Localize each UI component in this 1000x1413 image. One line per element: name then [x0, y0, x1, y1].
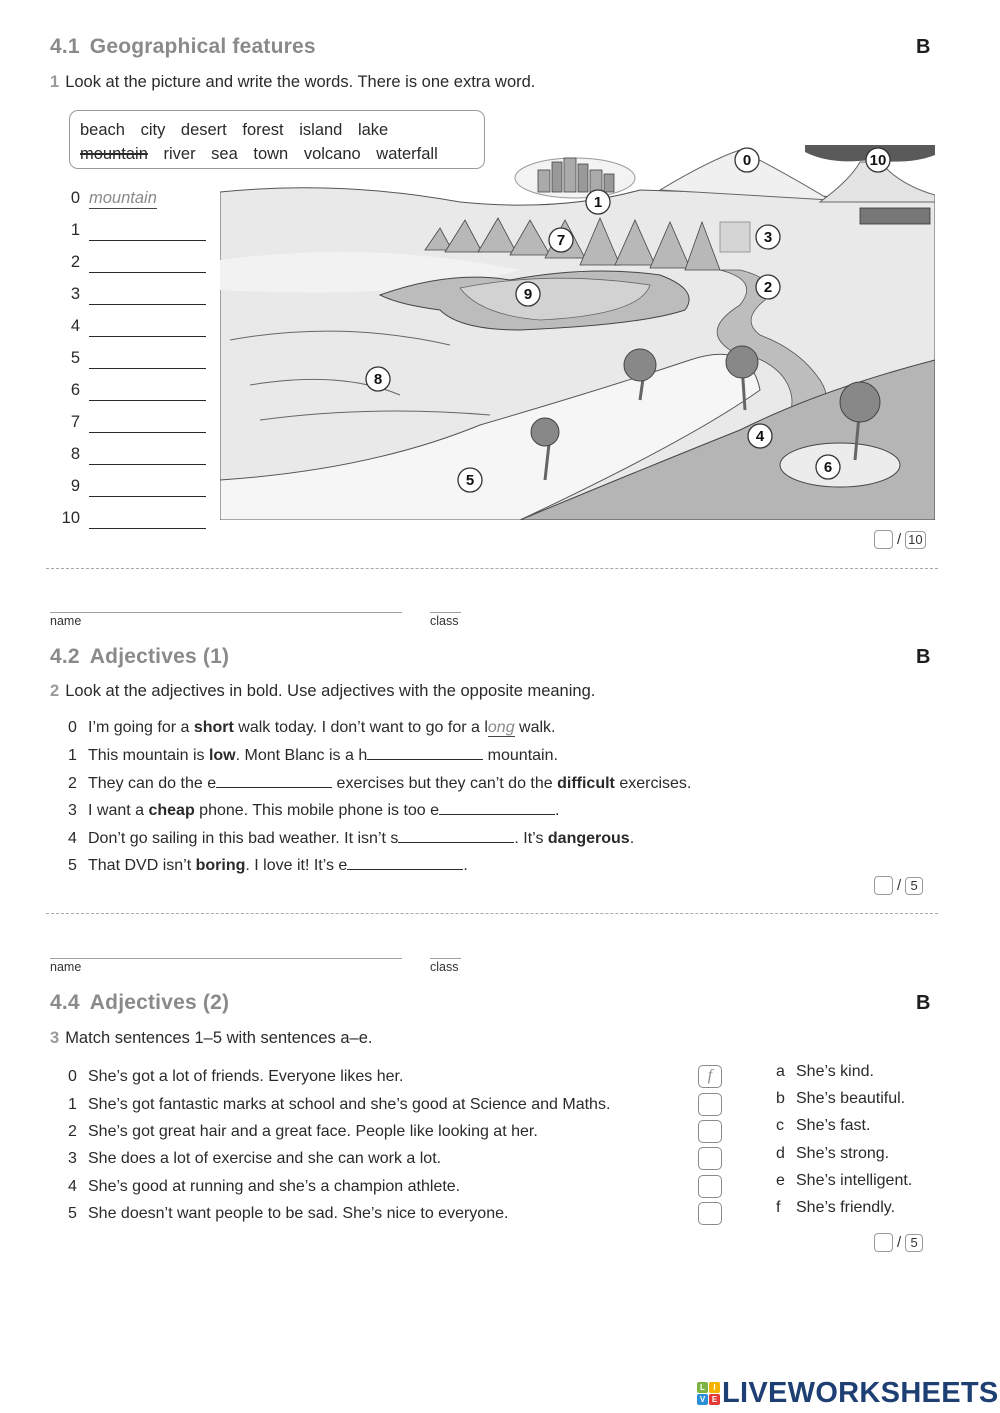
score-section-1: / 10	[874, 530, 926, 549]
label-9	[516, 282, 540, 306]
score-section-2: / 5	[874, 876, 923, 895]
sentence-1: 1 This mountain is low. Mont Blanc is a h mountain.	[68, 747, 558, 764]
answer-row-3[interactable]: 3	[58, 282, 218, 310]
word-beach: beach	[80, 121, 125, 139]
answer-row-1[interactable]: 1	[58, 218, 218, 246]
cut-line	[46, 568, 938, 569]
svg-text:3: 3	[763, 229, 773, 246]
answer-input-10[interactable]	[89, 528, 206, 529]
score-input[interactable]	[874, 530, 893, 549]
class-label: class	[430, 614, 459, 628]
answer-blank-2[interactable]	[216, 774, 332, 788]
level-badge: B	[916, 992, 931, 1014]
match-sentence-4: 4 She’s good at running and she’s a champion athlete.	[68, 1178, 461, 1195]
match-answer-2[interactable]	[698, 1120, 722, 1143]
cut-line	[46, 913, 938, 914]
sentence-5: 5 That DVD isn’t boring. I love it! It’s e .	[68, 857, 468, 874]
word-island: island	[299, 121, 343, 139]
liveworksheets-logo[interactable]	[697, 1377, 999, 1410]
label-2	[756, 275, 780, 299]
section-1-title: 4.1 Geographical features	[50, 35, 316, 58]
landscape-picture	[220, 140, 935, 520]
answer-row-9[interactable]: 9	[58, 474, 218, 502]
word-forest: forest	[242, 121, 284, 139]
example-answer: ong	[487, 719, 515, 736]
word-volcano: volcano	[303, 145, 361, 163]
label-10	[866, 148, 890, 172]
name-label: name	[50, 960, 82, 974]
answer-row-10[interactable]: 10	[58, 506, 218, 534]
logo-tiles-icon: L I V E	[697, 1382, 720, 1405]
word-town: town	[253, 145, 289, 163]
section-3-title: 4.4 Adjectives (2)	[50, 991, 230, 1014]
label-0	[735, 148, 759, 172]
word-waterfall: waterfall	[376, 145, 438, 163]
answer-input-3[interactable]	[89, 304, 206, 305]
word-sea: sea	[211, 145, 238, 163]
answer-input-5[interactable]	[89, 368, 206, 369]
option-a: a She’s kind.	[776, 1063, 874, 1080]
svg-text:5: 5	[465, 472, 475, 489]
sentence-3: 3 I want a cheap phone. This mobile phone is too e .	[68, 802, 560, 819]
svg-text:1: 1	[593, 194, 603, 211]
match-answer-0: f	[698, 1065, 722, 1088]
match-sentence-1: 1 She’s got fantastic marks at school and she’s good at Science and Maths.	[68, 1096, 611, 1113]
answer-row-8[interactable]: 8	[58, 442, 218, 470]
name-label: name	[50, 614, 82, 628]
answer-blank-1[interactable]	[367, 746, 483, 760]
instruction-2: 2 Look at the adjectives in bold. Use adjectives with the opposite meaning.	[50, 682, 596, 700]
word-desert: desert	[180, 121, 227, 139]
score-section-3: / 5	[874, 1233, 923, 1252]
answer-row-5[interactable]: 5	[58, 346, 218, 374]
answer-row-6[interactable]: 6	[58, 378, 218, 406]
section-2-title: 4.2 Adjectives (1)	[50, 645, 230, 668]
answer-blank-5[interactable]	[347, 856, 463, 870]
answer-row-2[interactable]: 2	[58, 250, 218, 278]
answer-row-4[interactable]: 4	[58, 314, 218, 342]
option-d: d She’s strong.	[776, 1145, 890, 1162]
sentence-2: 2 They can do the e exercises but they can’t do the difficult exercises.	[68, 775, 692, 792]
svg-text:8: 8	[373, 371, 383, 388]
answer-row-7[interactable]: 7	[58, 410, 218, 438]
label-5	[458, 468, 482, 492]
answer-input-7[interactable]	[89, 432, 206, 433]
svg-text:0: 0	[742, 152, 752, 169]
answer-input-8[interactable]	[89, 464, 206, 465]
word-city: city	[140, 121, 166, 139]
answer-input-4[interactable]	[89, 336, 206, 337]
answer-input-2[interactable]	[89, 272, 206, 273]
option-f: f She’s friendly.	[776, 1199, 896, 1216]
answer-input-6[interactable]	[89, 400, 206, 401]
example-answer: mountain	[89, 189, 157, 207]
instruction-1: 1 Look at the picture and write the words. There is one extra word.	[50, 73, 536, 91]
match-answer-1[interactable]	[698, 1093, 722, 1116]
label-8	[366, 367, 390, 391]
word-mountain-struck: mountain	[80, 145, 148, 163]
sentence-4: 4 Don’t go sailing in this bad weather. It isn’t s . It’s dangerous.	[68, 830, 635, 847]
match-sentence-5: 5 She doesn’t want people to be sad. She’s nice to everyone.	[68, 1205, 509, 1222]
svg-text:2: 2	[763, 279, 773, 296]
label-4	[748, 424, 772, 448]
label-3	[756, 225, 780, 249]
answer-row-0: 0 mountain	[70, 189, 157, 207]
score-input[interactable]	[874, 1233, 893, 1252]
label-6	[816, 455, 840, 479]
score-input[interactable]	[874, 876, 893, 895]
match-sentence-3: 3 She does a lot of exercise and she can work a lot.	[68, 1150, 442, 1167]
class-field[interactable]	[430, 612, 461, 613]
word-river: river	[163, 145, 196, 163]
class-field[interactable]	[430, 958, 461, 959]
answer-blank-3[interactable]	[439, 801, 555, 815]
svg-text:7: 7	[556, 232, 566, 249]
label-7	[549, 228, 573, 252]
match-sentence-2: 2 She’s got great hair and a great face. People like looking at her.	[68, 1123, 538, 1140]
answer-input-9[interactable]	[89, 496, 206, 497]
answer-blank-4[interactable]	[398, 829, 514, 843]
sentence-0: 0 I’m going for a short walk today. I don’t want to go for a long walk.	[68, 719, 556, 736]
answer-input-1[interactable]	[89, 240, 206, 241]
svg-text:6: 6	[823, 459, 833, 476]
instruction-3: 3 Match sentences 1–5 with sentences a–e.	[50, 1029, 373, 1047]
class-label: class	[430, 960, 459, 974]
option-c: c She’s fast.	[776, 1117, 871, 1134]
match-answer-5[interactable]	[698, 1202, 722, 1225]
name-field[interactable]	[50, 958, 402, 959]
word-lake: lake	[357, 121, 389, 139]
match-sentence-0: 0 She’s got a lot of friends. Everyone likes her.	[68, 1068, 404, 1085]
match-answer-4[interactable]	[698, 1175, 722, 1198]
label-1	[586, 190, 610, 214]
svg-text:10: 10	[869, 152, 887, 169]
city-illustration	[515, 158, 635, 198]
match-answer-3[interactable]	[698, 1147, 722, 1170]
option-e: e She’s intelligent.	[776, 1172, 913, 1189]
level-badge: B	[916, 36, 931, 58]
svg-text:9: 9	[523, 286, 533, 303]
svg-text:4: 4	[755, 428, 765, 445]
level-badge: B	[916, 646, 931, 668]
brand-name: LIVEWORKSHEETS	[722, 1377, 999, 1409]
option-b: b She’s beautiful.	[776, 1090, 906, 1107]
name-field[interactable]	[50, 612, 402, 613]
